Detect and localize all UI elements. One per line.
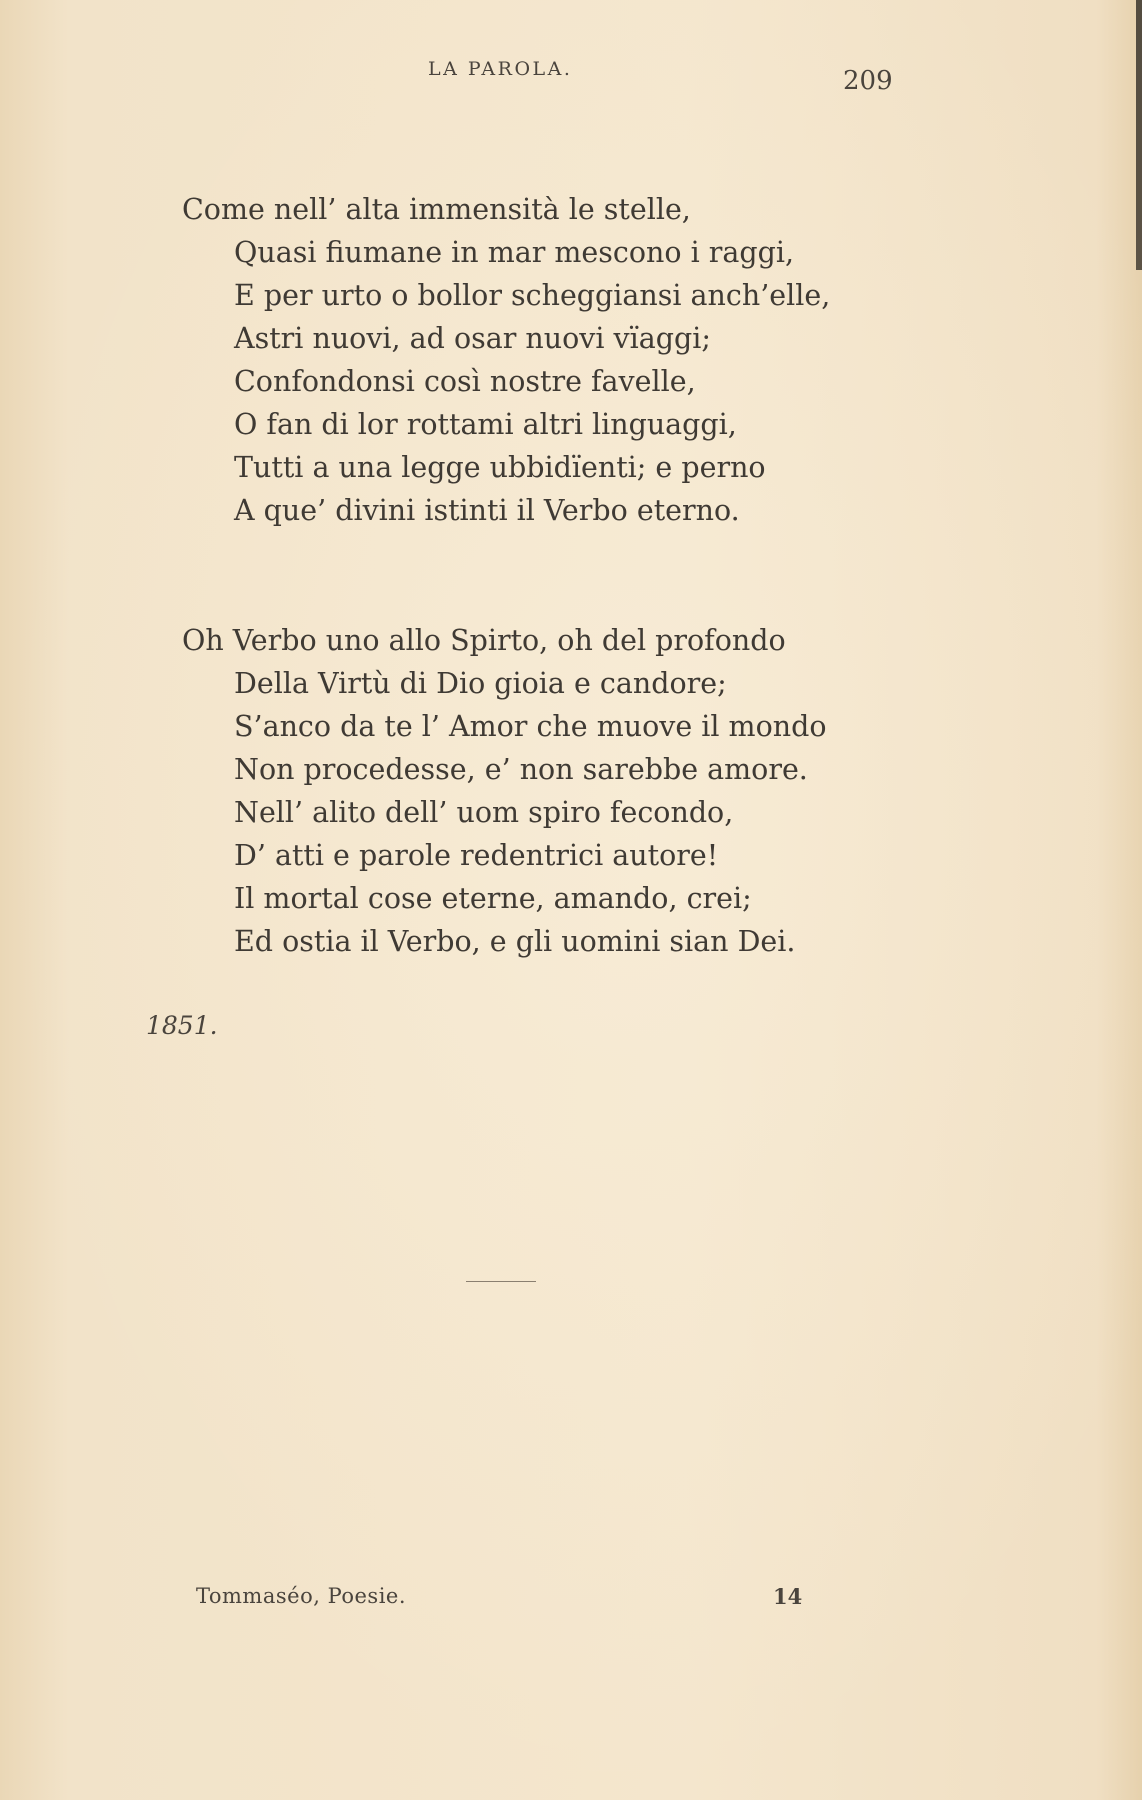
page-number: 209 [843, 66, 893, 96]
stanza-2 [182, 619, 827, 963]
verse-line: E per urto o bollor scheggiansi anch’elle, [234, 279, 831, 312]
verse-line: Nell’ alito dell’ uom spiro fecondo, [234, 796, 734, 829]
verse-line: Astri nuovi, ad osar nuovi vïaggi; [234, 322, 711, 355]
verse-line: Il mortal cose eterne, amando, crei; [234, 882, 752, 915]
verse-line: Quasi fiumane in mar mescono i raggi, [234, 236, 795, 269]
verse-line: Oh Verbo uno allo Spirto, oh del profondo [182, 624, 786, 657]
verse-line: Della Virtù di Dio gioia e candore; [234, 667, 727, 700]
verse-line: S’anco da te l’ Amor che muove il mondo [234, 710, 827, 743]
verse-line: O fan di lor rottami altri linguaggi, [234, 408, 737, 441]
stanza-1 [182, 188, 830, 532]
running-title: LA PAROLA. [428, 58, 573, 80]
verse-line: Ed ostia il Verbo, e gli uomini sian Dei. [234, 925, 796, 958]
verse-line: Confondonsi così nostre favelle, [234, 365, 696, 398]
sheet-number: 14 [773, 1584, 803, 1609]
page-edge-shadow [1136, 0, 1142, 270]
signature-mark: Tommaséo, Poesie. [196, 1584, 407, 1608]
verse-line: Come nell’ alta immensità le stelle, [182, 193, 691, 226]
date: 1851. [146, 1011, 218, 1040]
verse-line: D’ atti e parole redentrici autore! [234, 839, 719, 872]
verse-line: Non procedesse, e’ non sarebbe amore. [234, 753, 808, 786]
verse-line: A que’ divini istinti il Verbo eterno. [234, 494, 740, 527]
verse-line: Tutti a una legge ubbidïenti; e perno [234, 451, 766, 484]
divider-rule [466, 1281, 536, 1282]
